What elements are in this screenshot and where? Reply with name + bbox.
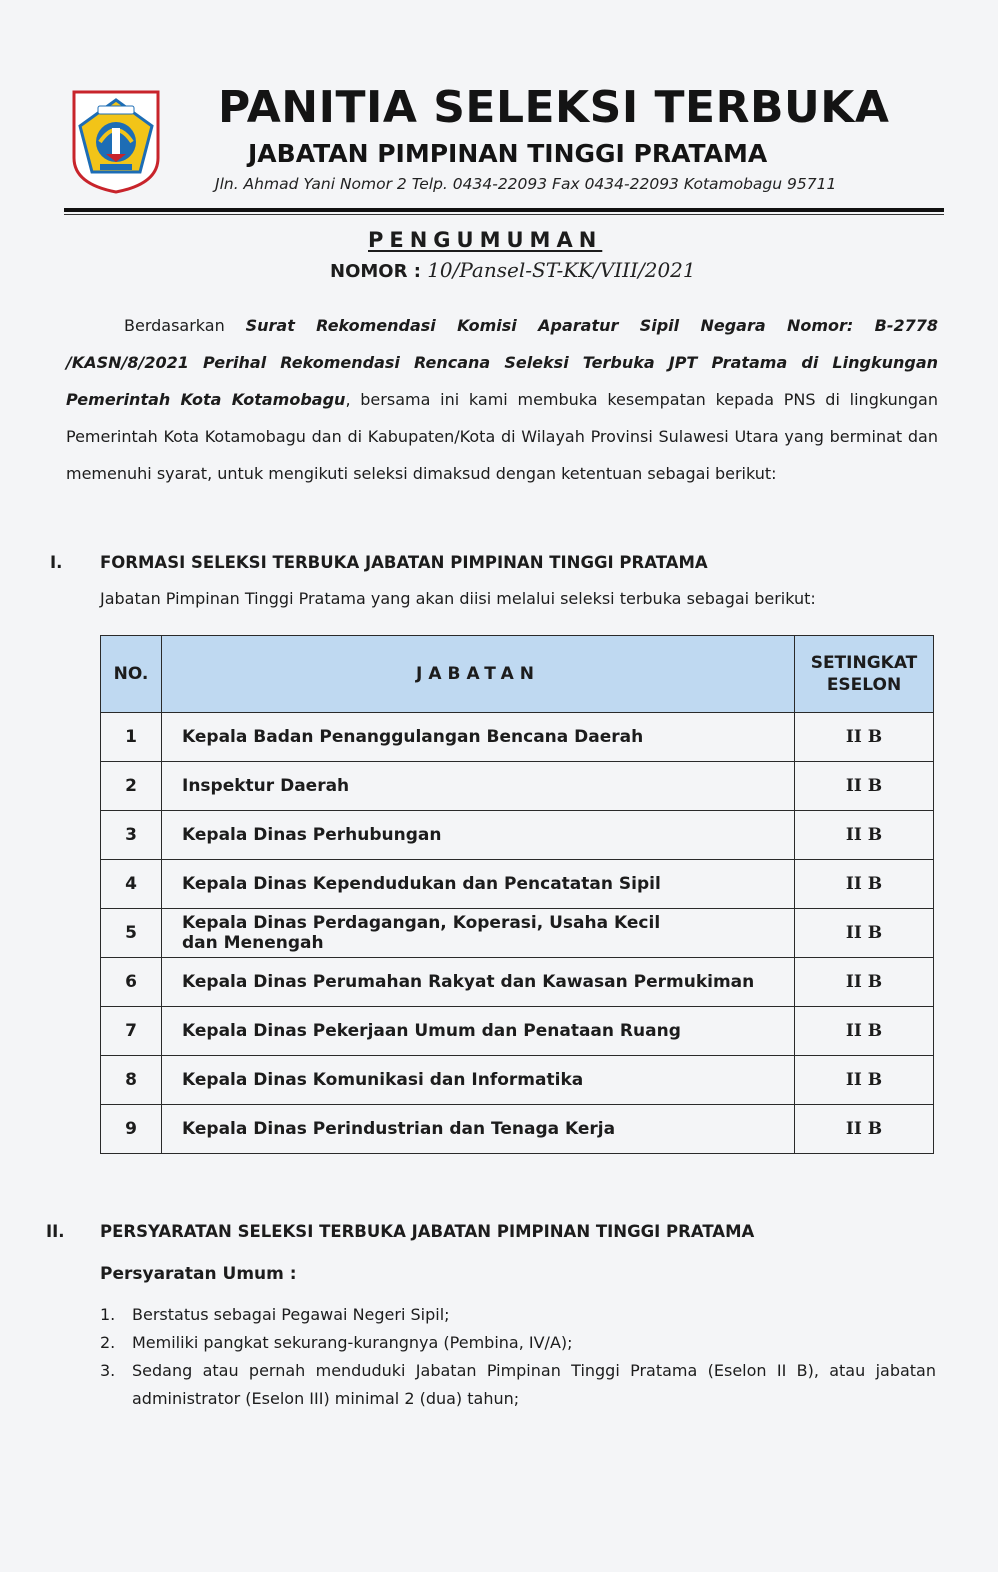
list-item-number: 3. (100, 1361, 116, 1380)
committee-subtitle: JABATAN PIMPINAN TINGGI PRATAMA (248, 139, 768, 168)
row-no: 9 (101, 1105, 162, 1154)
row-jabatan: Kepala Dinas Perindustrian dan Tenaga Kerja (162, 1105, 795, 1154)
section-2-title: PERSYARATAN SELEKSI TERBUKA JABATAN PIMPINAN TINGGI PRATAMA (100, 1222, 755, 1241)
intro-paragraph (66, 307, 938, 492)
requirements-list (100, 1301, 936, 1413)
row-jabatan: Kepala Dinas Kependudukan dan Pencatatan Sipil (162, 860, 795, 909)
table-row (101, 1007, 934, 1056)
row-eselon: II B (795, 1105, 934, 1154)
list-item-text: Sedang atau pernah menduduki Jabatan Pimpinan Tinggi Pratama (Eselon II B), atau jabatan administrator (Eselon III) minimal 2 (dua) tahun; (132, 1361, 936, 1408)
row-jabatan: Inspektur Daerah (162, 762, 795, 811)
kotamobagu-emblem-icon (70, 88, 162, 194)
list-item-number: 2. (100, 1333, 116, 1352)
table-row (101, 762, 934, 811)
list-item-text: Memiliki pangkat sekurang-kurangnya (Pembina, IV/A); (132, 1333, 573, 1352)
section-2-number: II. (46, 1222, 65, 1241)
header-no: NO. (101, 636, 162, 713)
table-row (101, 713, 934, 762)
table-row (101, 860, 934, 909)
table-row (101, 958, 934, 1007)
list-item-text: Berstatus sebagai Pegawai Negeri Sipil; (132, 1305, 450, 1324)
section-1-number: I. (50, 553, 63, 572)
header-eselon-line2: ESELON (826, 675, 902, 695)
intro-reference: Surat Rekomendasi Komisi Aparatur Sipil Negara Nomor: B-2778 /KASN/8/2021 Perihal Rekomendasi Rencana Seleksi Terbuka JPT Pratama di Lingkungan Pemerintah Kota Kotamobagu (66, 316, 939, 409)
list-item-number: 1. (100, 1305, 116, 1324)
announcement-number-value: 10/Pansel-ST-KK/VIII/2021 (427, 258, 696, 282)
row-no: 3 (101, 811, 162, 860)
row-jabatan: Kepala Dinas Komunikasi dan Informatika (162, 1056, 795, 1105)
row-eselon: II B (795, 909, 934, 958)
row-eselon: II B (795, 1056, 934, 1105)
list-item (100, 1329, 936, 1357)
row-jabatan: Kepala Dinas Pekerjaan Umum dan Penataan Ruang (162, 1007, 795, 1056)
row-eselon: II B (795, 713, 934, 762)
section-1-title: FORMASI SELEKSI TERBUKA JABATAN PIMPINAN TINGGI PRATAMA (100, 553, 708, 572)
row-jabatan: Kepala Dinas Perumahan Rakyat dan Kawasan Permukiman (162, 958, 795, 1007)
header-eselon-line1: SETINGKAT (810, 653, 918, 673)
list-item (100, 1301, 936, 1329)
row-jabatan: Kepala Dinas Perhubungan (162, 811, 795, 860)
row-no: 2 (101, 762, 162, 811)
intro-lead: Berdasarkan (124, 316, 225, 335)
row-no: 1 (101, 713, 162, 762)
list-item (100, 1357, 936, 1413)
announcement-title: PENGUMUMAN (368, 228, 603, 252)
announcement-number-label: NOMOR : (330, 261, 421, 282)
announcement-number (330, 258, 696, 282)
city-emblem-logo (70, 88, 162, 194)
row-no: 6 (101, 958, 162, 1007)
row-no: 8 (101, 1056, 162, 1105)
committee-title: PANITIA SELEKSI TERBUKA (218, 82, 890, 133)
intro-body: , bersama ini kami membuka kesempatan kepada PNS di lingkungan Pemerintah Kota Kotamobagu dan di Kabupaten/Kota di Wilayah Provinsi Sulawesi Utara yang berminat dan memenuhi syarat, untuk mengikuti seleksi dimaksud dengan ketentuan sebagai berikut: (66, 390, 939, 483)
committee-address: Jln. Ahmad Yani Nomor 2 Telp. 0434-22093 Fax 0434-22093 Kotamobagu 95711 (215, 175, 837, 193)
table-row (101, 811, 934, 860)
row-no: 7 (101, 1007, 162, 1056)
row-eselon: II B (795, 811, 934, 860)
row-jabatan: Kepala Dinas Perdagangan, Koperasi, Usaha Kecil dan Menengah (162, 909, 795, 958)
row-eselon: II B (795, 1007, 934, 1056)
row-jabatan: Kepala Badan Penanggulangan Bencana Daerah (162, 713, 795, 762)
general-requirements-heading: Persyaratan Umum : (100, 1264, 297, 1284)
position-table (100, 635, 934, 1154)
row-eselon: II B (795, 958, 934, 1007)
row-eselon: II B (795, 762, 934, 811)
table-row (101, 1105, 934, 1154)
row-no: 4 (101, 860, 162, 909)
table-header-row (101, 636, 934, 713)
header-eselon (795, 636, 934, 713)
row-eselon: II B (795, 860, 934, 909)
header-jabatan: JABATAN (162, 636, 795, 713)
section-1-description: Jabatan Pimpinan Tinggi Pratama yang akan diisi melalui seleksi terbuka sebagai berikut: (100, 589, 816, 608)
header-divider (64, 208, 944, 212)
row-no: 5 (101, 909, 162, 958)
header-divider-thin (64, 214, 944, 215)
table-row (101, 909, 934, 958)
table-row (101, 1056, 934, 1105)
